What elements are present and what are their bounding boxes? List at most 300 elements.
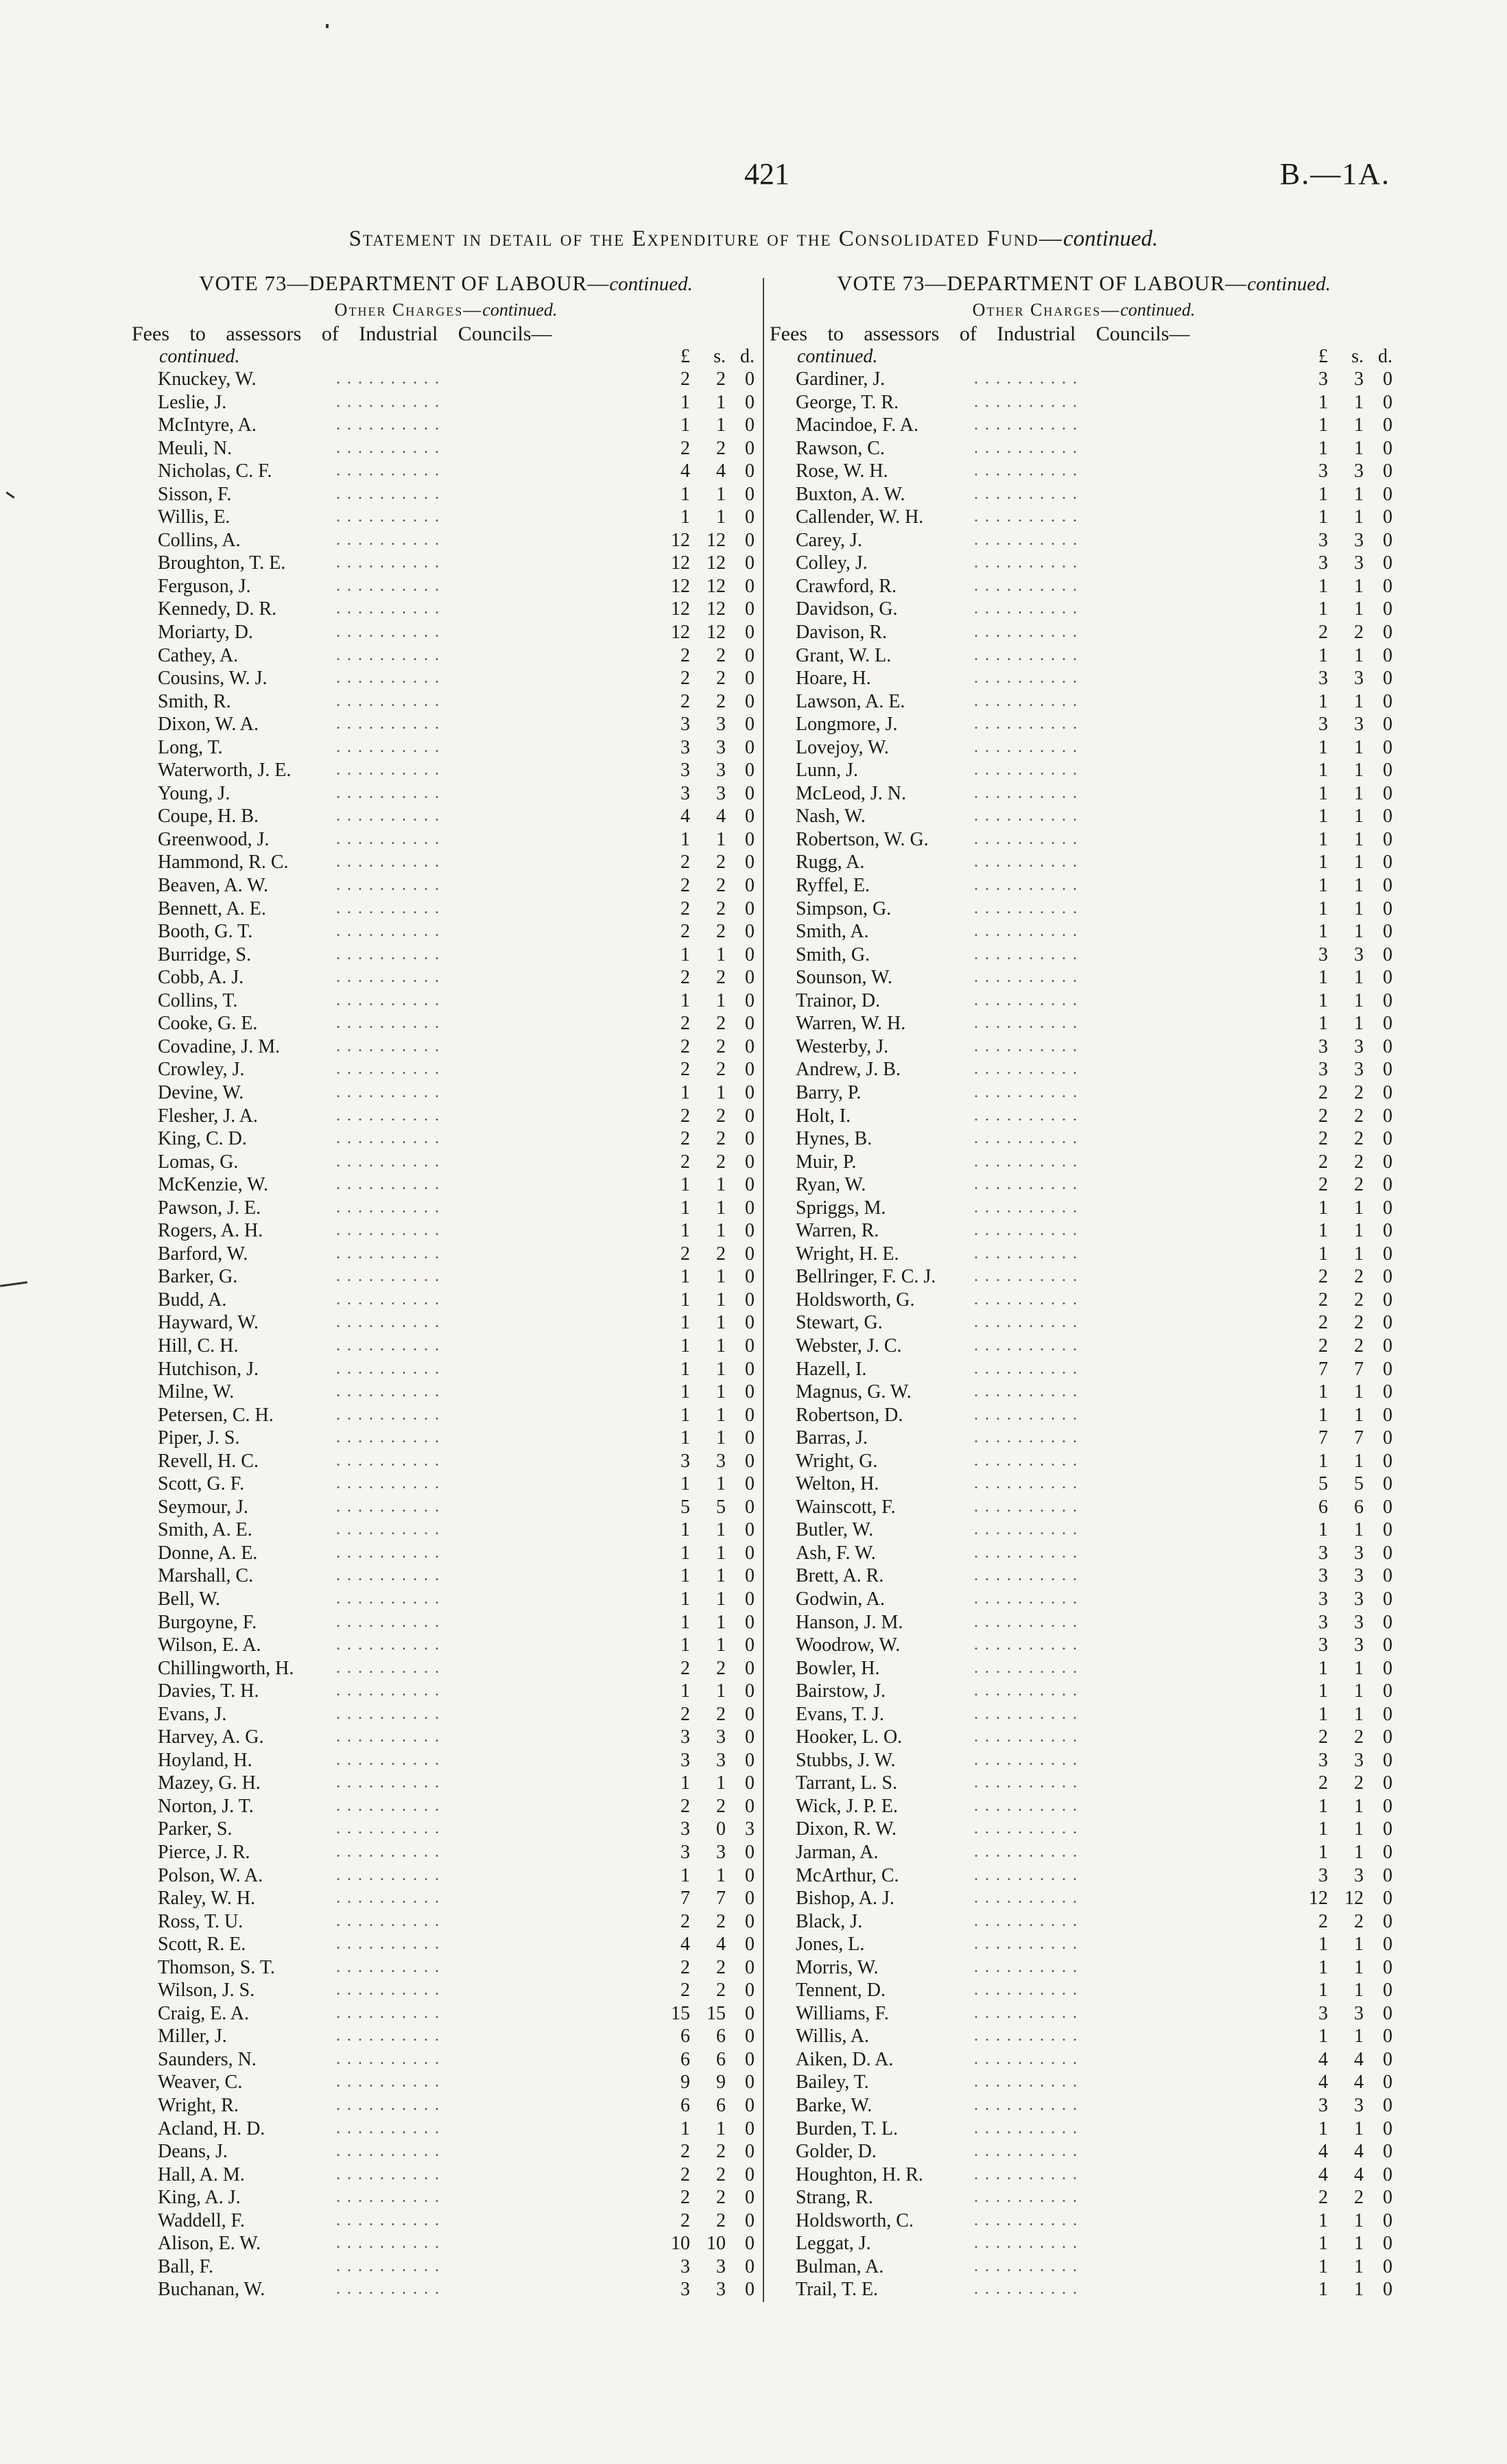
shillings-value: 6 xyxy=(1354,1496,1364,1518)
pence-value: 0 xyxy=(745,1220,755,1242)
vote-heading-text: VOTE 73—DEPARTMENT OF LABOUR— xyxy=(199,271,610,295)
leader-dots: . . . . . . . . . . xyxy=(336,784,440,802)
table-row xyxy=(137,2094,755,2117)
shillings-value: 2 xyxy=(1354,1772,1364,1794)
payee-name: Bailey, T. xyxy=(796,2072,869,2093)
shillings-value: 3 xyxy=(716,1450,726,1472)
payee-name: Barras, J. xyxy=(796,1427,868,1449)
leader-dots: . . . . . . . . . . xyxy=(974,2096,1078,2115)
shillings-value: 1 xyxy=(1354,1450,1364,1472)
leader-dots: . . . . . . . . . . xyxy=(336,1658,440,1677)
pence-value: 0 xyxy=(1383,1450,1392,1472)
payee-name: Hall, A. M. xyxy=(158,2163,245,2185)
payee-name: Ryan, W. xyxy=(796,1174,866,1196)
payee-name: Burgoyne, F. xyxy=(158,1611,257,1633)
leader-dots: . . . . . . . . . . xyxy=(336,1290,440,1309)
leader-dots: . . . . . . . . . . xyxy=(336,1866,440,1884)
pounds-value: 1 xyxy=(680,1864,690,1886)
pounds-value: 3 xyxy=(680,760,690,782)
page-number: 421 xyxy=(744,157,790,191)
pence-value: 0 xyxy=(1383,2233,1392,2255)
shillings-value: 1 xyxy=(1354,1381,1364,1403)
pounds-value: 1 xyxy=(680,1542,690,1564)
table-row xyxy=(137,1933,755,1956)
payee-name: Waterworth, J. E. xyxy=(158,760,292,782)
payee-name: Beaven, A. W. xyxy=(158,875,268,897)
pence-value: 0 xyxy=(1383,2209,1392,2231)
shillings-value: 1 xyxy=(1354,1956,1364,1978)
margin-mark xyxy=(326,24,329,28)
pence-value: 0 xyxy=(745,2002,755,2024)
pence-value: 0 xyxy=(745,1910,755,1932)
payee-name: Sisson, F. xyxy=(158,483,232,505)
pounds-value: 3 xyxy=(680,1818,690,1840)
pence-value: 0 xyxy=(745,1243,755,1265)
leader-dots: . . . . . . . . . . xyxy=(336,1106,440,1125)
table-row xyxy=(775,2232,1392,2255)
pounds-value: 3 xyxy=(1318,2095,1328,2117)
pounds-value: 1 xyxy=(1318,391,1328,413)
leader-dots: . . . . . . . . . . xyxy=(336,1198,440,1217)
pounds-value: 2 xyxy=(680,2163,690,2185)
table-row xyxy=(775,552,1392,575)
leader-dots: . . . . . . . . . . xyxy=(336,1451,440,1470)
table-row xyxy=(137,2278,755,2301)
leader-dots: . . . . . . . . . . xyxy=(974,1704,1078,1723)
shillings-value: 1 xyxy=(1354,1220,1364,1242)
pounds-value: 1 xyxy=(1318,1519,1328,1541)
leader-dots: . . . . . . . . . . xyxy=(974,876,1078,895)
shillings-header: s. xyxy=(713,346,726,367)
table-row xyxy=(137,2232,755,2255)
shillings-value: 12 xyxy=(707,622,726,644)
shillings-value: 1 xyxy=(1354,852,1364,873)
statement-title-continued: continued. xyxy=(1063,226,1159,251)
shillings-value: 1 xyxy=(1354,575,1364,597)
pounds-value: 4 xyxy=(680,806,690,828)
table-row xyxy=(137,391,755,414)
payee-name: Hayward, W. xyxy=(158,1312,259,1334)
shillings-value: 3 xyxy=(1354,1611,1364,1633)
table-row xyxy=(775,736,1392,760)
leader-dots: . . . . . . . . . . xyxy=(974,1037,1078,1055)
shillings-value: 1 xyxy=(716,1588,726,1610)
table-row xyxy=(137,621,755,644)
shillings-value: 1 xyxy=(1354,1795,1364,1817)
table-row xyxy=(775,2048,1392,2072)
pence-value: 0 xyxy=(745,1634,755,1656)
leader-dots: . . . . . . . . . . xyxy=(974,2280,1078,2299)
leader-dots: . . . . . . . . . . xyxy=(336,1359,440,1378)
shillings-value: 3 xyxy=(716,760,726,782)
table-row xyxy=(137,598,755,621)
payee-name: Smith, G. xyxy=(796,943,870,965)
shillings-value: 1 xyxy=(716,1197,726,1219)
shillings-value: 3 xyxy=(1354,368,1364,390)
payee-name: Pawson, J. E. xyxy=(158,1197,261,1219)
payee-name: Pierce, J. R. xyxy=(158,1842,250,1863)
payee-name: Thomson, S. T. xyxy=(158,1956,275,1978)
shillings-value: 2 xyxy=(716,1105,726,1127)
leader-dots: . . . . . . . . . . xyxy=(336,508,440,526)
shillings-value: 1 xyxy=(1354,506,1364,528)
leader-dots: . . . . . . . . . . xyxy=(974,1383,1078,1401)
payee-name: Smith, A. xyxy=(796,921,869,943)
shillings-value: 2 xyxy=(1354,1105,1364,1127)
pence-value: 0 xyxy=(1383,2095,1392,2117)
table-row xyxy=(775,414,1392,437)
leader-dots: . . . . . . . . . . xyxy=(974,991,1078,1009)
payee-name: Coupe, H. B. xyxy=(158,806,259,828)
payee-name: Norton, J. T. xyxy=(158,1795,254,1817)
payee-name: Stewart, G. xyxy=(796,1312,883,1334)
shillings-value: 12 xyxy=(707,552,726,574)
payee-name: Wainscott, F. xyxy=(796,1496,896,1518)
continued-label: continued. xyxy=(797,346,878,367)
table-row xyxy=(775,1588,1392,1611)
pence-value: 0 xyxy=(1383,575,1392,597)
leader-dots: . . . . . . . . . . xyxy=(974,1912,1078,1930)
shillings-value: 1 xyxy=(716,414,726,436)
column-divider xyxy=(763,278,764,2302)
pence-value: 0 xyxy=(745,2072,755,2093)
payee-name: Houghton, H. R. xyxy=(796,2163,923,2185)
leader-dots: . . . . . . . . . . xyxy=(974,462,1078,480)
payee-name: Westerby, J. xyxy=(796,1035,889,1057)
pounds-value: 9 xyxy=(680,2072,690,2093)
leader-dots: . . . . . . . . . . xyxy=(974,1567,1078,1585)
pounds-value: 1 xyxy=(680,943,690,965)
shillings-value: 3 xyxy=(1354,460,1364,482)
pence-value: 0 xyxy=(1383,1888,1392,1910)
payee-name: Nicholas, C. F. xyxy=(158,460,272,482)
pounds-value: 1 xyxy=(680,1588,690,1610)
pounds-value: 2 xyxy=(680,967,690,989)
payee-name: Burridge, S. xyxy=(158,943,252,965)
pence-value: 0 xyxy=(745,1519,755,1541)
table-row xyxy=(775,2002,1392,2026)
payee-name: Polson, W. A. xyxy=(158,1864,263,1886)
pounds-value: 1 xyxy=(1318,760,1328,782)
pence-value: 0 xyxy=(1383,1105,1392,1127)
leader-dots: . . . . . . . . . . xyxy=(336,2234,440,2253)
table-row xyxy=(775,1542,1392,1565)
leader-dots: . . . . . . . . . . xyxy=(336,922,440,941)
pounds-value: 3 xyxy=(1318,1588,1328,1610)
pounds-value: 1 xyxy=(1318,1842,1328,1863)
pounds-value: 2 xyxy=(1318,1266,1328,1288)
pounds-value: 1 xyxy=(1318,736,1328,758)
pounds-value: 1 xyxy=(1318,1680,1328,1702)
leader-dots: . . . . . . . . . . xyxy=(336,738,440,756)
table-row xyxy=(137,1289,755,1312)
table-row xyxy=(775,1496,1392,1519)
table-row xyxy=(137,1564,755,1588)
pounds-value: 2 xyxy=(680,644,690,666)
table-row xyxy=(137,805,755,828)
pence-value: 0 xyxy=(1383,1588,1392,1610)
shillings-value: 2 xyxy=(1354,2187,1364,2209)
shillings-value: 2 xyxy=(716,2209,726,2231)
leader-dots: . . . . . . . . . . xyxy=(974,1889,1078,1908)
shillings-value: 1 xyxy=(1354,2209,1364,2231)
table-row xyxy=(137,1450,755,1473)
payee-name: McIntyre, A. xyxy=(158,414,257,436)
pounds-value: 1 xyxy=(680,1335,690,1357)
pence-value: 0 xyxy=(1383,598,1392,620)
pence-value: 0 xyxy=(745,1657,755,1679)
payee-name: Ash, F. W. xyxy=(796,1542,876,1564)
shillings-value: 3 xyxy=(716,714,726,736)
leader-dots: . . . . . . . . . . xyxy=(336,530,440,549)
shillings-value: 2 xyxy=(716,2141,726,2163)
table-row xyxy=(775,1703,1392,1726)
payee-name: Bell, W. xyxy=(158,1588,221,1610)
leader-dots: . . . . . . . . . . xyxy=(336,1728,440,1746)
payee-name: Tarrant, L. S. xyxy=(796,1772,898,1794)
payee-name: Scott, R. E. xyxy=(158,1934,246,1956)
table-row xyxy=(137,1404,755,1427)
shillings-value: 1 xyxy=(1354,760,1364,782)
table-row xyxy=(137,1657,755,1680)
payee-name: Collins, T. xyxy=(158,989,238,1011)
leader-dots: . . . . . . . . . . xyxy=(974,784,1078,802)
shillings-value: 1 xyxy=(716,2117,726,2139)
shillings-value: 1 xyxy=(1354,1818,1364,1840)
payee-name: Jones, L. xyxy=(796,1934,865,1956)
shillings-value: 2 xyxy=(716,368,726,390)
payee-name: Seymour, J. xyxy=(158,1496,248,1518)
leader-dots: . . . . . . . . . . xyxy=(336,2165,440,2183)
pence-value: 0 xyxy=(745,2026,755,2048)
leader-dots: . . . . . . . . . . xyxy=(974,692,1078,710)
pounds-value: 2 xyxy=(680,437,690,459)
payee-name: Cousins, W. J. xyxy=(158,668,268,690)
pence-value: 0 xyxy=(1383,668,1392,690)
shillings-value: 1 xyxy=(716,1381,726,1403)
pence-value: 0 xyxy=(1383,1749,1392,1771)
shillings-value: 3 xyxy=(716,2279,726,2301)
pounds-value: 2 xyxy=(1318,1726,1328,1748)
pence-value: 0 xyxy=(745,736,755,758)
pence-value: 0 xyxy=(745,1795,755,1817)
payee-name: Nash, W. xyxy=(796,806,866,828)
leader-dots: . . . . . . . . . . xyxy=(974,1429,1078,1447)
payee-name: Webster, J. C. xyxy=(796,1335,902,1357)
pounds-value: 1 xyxy=(680,2117,690,2139)
pounds-value: 1 xyxy=(680,1680,690,1702)
pounds-value: 1 xyxy=(1318,875,1328,897)
pence-value: 0 xyxy=(745,1611,755,1633)
shillings-value: 2 xyxy=(716,2163,726,2185)
payee-name: Bennett, A. E. xyxy=(158,897,266,919)
table-row xyxy=(775,1634,1392,1657)
leader-dots: . . . . . . . . . . xyxy=(336,600,440,618)
table-row xyxy=(775,2117,1392,2141)
leader-dots: . . . . . . . . . . xyxy=(974,1843,1078,1861)
pence-value: 0 xyxy=(745,1128,755,1150)
payee-name: Hill, C. H. xyxy=(158,1335,239,1357)
pounds-value: 3 xyxy=(680,1450,690,1472)
shillings-value: 1 xyxy=(1354,1013,1364,1035)
shillings-value: 2 xyxy=(716,644,726,666)
pence-value: 0 xyxy=(745,1197,755,1219)
payee-name: Willis, E. xyxy=(158,506,230,528)
payee-name: Scott, G. F. xyxy=(158,1473,245,1495)
pence-value: 0 xyxy=(745,1013,755,1035)
payee-name: Williams, F. xyxy=(796,2002,889,2024)
pounds-value: 1 xyxy=(1318,1703,1328,1725)
shillings-value: 1 xyxy=(716,1542,726,1564)
table-row xyxy=(775,621,1392,644)
payee-name: Miller, J. xyxy=(158,2026,227,2048)
payee-name: Harvey, A. G. xyxy=(158,1726,264,1748)
pence-value: 0 xyxy=(745,1174,755,1196)
shillings-value: 7 xyxy=(1354,1358,1364,1380)
pence-value: 0 xyxy=(1383,483,1392,505)
table-row xyxy=(137,1012,755,1035)
shillings-value: 3 xyxy=(1354,1542,1364,1564)
table-row xyxy=(137,851,755,874)
shillings-value: 1 xyxy=(1354,1243,1364,1265)
payee-name: McKenzie, W. xyxy=(158,1174,268,1196)
pence-value: 0 xyxy=(1383,1289,1392,1311)
pence-value: 0 xyxy=(1383,1496,1392,1518)
shillings-value: 1 xyxy=(716,989,726,1011)
shillings-value: 1 xyxy=(716,1519,726,1541)
shillings-value: 1 xyxy=(1354,897,1364,919)
shillings-value: 1 xyxy=(716,1312,726,1334)
shillings-value: 2 xyxy=(1354,1910,1364,1932)
table-row xyxy=(137,644,755,668)
pounds-value: 2 xyxy=(680,1035,690,1057)
pounds-value: 1 xyxy=(1318,2255,1328,2277)
table-row xyxy=(137,2117,755,2141)
shillings-value: 2 xyxy=(716,921,726,943)
pence-value: 0 xyxy=(1383,1634,1392,1656)
pounds-value: 2 xyxy=(1318,1174,1328,1196)
leader-dots: . . . . . . . . . . xyxy=(974,1521,1078,1539)
pounds-value: 2 xyxy=(680,1243,690,1265)
leader-dots: . . . . . . . . . . xyxy=(336,1313,440,1332)
pence-value: 0 xyxy=(1383,921,1392,943)
shillings-value: 3 xyxy=(716,782,726,804)
leader-dots: . . . . . . . . . . xyxy=(974,1221,1078,1240)
shillings-value: 1 xyxy=(716,506,726,528)
pence-value: 0 xyxy=(1383,368,1392,390)
leader-dots: . . . . . . . . . . xyxy=(974,392,1078,411)
leader-dots: . . . . . . . . . . xyxy=(336,1774,440,1792)
shillings-value: 1 xyxy=(716,1266,726,1288)
pounds-value: 15 xyxy=(671,2002,690,2024)
leader-dots: . . . . . . . . . . xyxy=(974,2211,1078,2229)
payee-name: Hanson, J. M. xyxy=(796,1611,903,1633)
payee-name: Hutchison, J. xyxy=(158,1358,259,1380)
shillings-value: 1 xyxy=(1354,828,1364,850)
table-row xyxy=(137,529,755,552)
payee-list xyxy=(775,368,1392,2301)
pounds-value: 1 xyxy=(1318,644,1328,666)
leader-dots: . . . . . . . . . . xyxy=(336,1129,440,1148)
pounds-value: 12 xyxy=(671,598,690,620)
leader-dots: . . . . . . . . . . xyxy=(974,1152,1078,1171)
payee-name: Knuckey, W. xyxy=(158,368,257,390)
table-row xyxy=(775,874,1392,897)
shillings-value: 3 xyxy=(716,1842,726,1863)
pounds-value: 3 xyxy=(680,782,690,804)
shillings-value: 2 xyxy=(716,875,726,897)
payee-name: Leslie, J. xyxy=(158,391,227,413)
pence-value: 0 xyxy=(1383,1151,1392,1173)
pence-value: 0 xyxy=(745,1266,755,1288)
table-row xyxy=(137,1611,755,1634)
table-row xyxy=(137,1887,755,1910)
pounds-value: 1 xyxy=(680,483,690,505)
column-header-row xyxy=(137,346,755,368)
pounds-value: 6 xyxy=(680,2048,690,2070)
table-row xyxy=(137,2025,755,2048)
pence-value: 0 xyxy=(745,943,755,965)
payee-name: Burden, T. L. xyxy=(796,2117,899,2139)
shillings-value: 1 xyxy=(716,1335,726,1357)
leader-dots: . . . . . . . . . . xyxy=(336,807,440,825)
pounds-value: 2 xyxy=(680,1956,690,1978)
table-row xyxy=(775,598,1392,621)
pence-value: 0 xyxy=(1383,529,1392,551)
pounds-value: 3 xyxy=(1318,943,1328,965)
shillings-value: 2 xyxy=(716,967,726,989)
payee-name: Smith, A. E. xyxy=(158,1519,252,1541)
page-header xyxy=(0,156,1507,204)
table-row xyxy=(137,1058,755,1081)
payee-name: Ryffel, E. xyxy=(796,875,870,897)
table-row xyxy=(775,1035,1392,1059)
shillings-value: 1 xyxy=(1354,1842,1364,1863)
leader-dots: . . . . . . . . . . xyxy=(974,1060,1078,1079)
pence-value: 0 xyxy=(745,690,755,712)
leader-dots: . . . . . . . . . . xyxy=(974,416,1078,434)
shillings-value: 2 xyxy=(716,1035,726,1057)
pence-value: 0 xyxy=(1383,1910,1392,1932)
shillings-value: 2 xyxy=(716,668,726,690)
table-row xyxy=(137,1726,755,1749)
table-row xyxy=(137,897,755,921)
pounds-value: 2 xyxy=(1318,1105,1328,1127)
pence-value: 0 xyxy=(1383,1772,1392,1794)
other-charges-continued: continued. xyxy=(1120,300,1196,320)
table-row xyxy=(137,1703,755,1726)
pounds-value: 1 xyxy=(680,1220,690,1242)
pence-value: 0 xyxy=(745,2095,755,2117)
shillings-value: 3 xyxy=(1354,1059,1364,1081)
pence-value: 0 xyxy=(745,1059,755,1081)
table-row xyxy=(775,1795,1392,1818)
payee-name: Tennent, D. xyxy=(796,1980,886,2002)
payee-name: Acland, H. D. xyxy=(158,2117,265,2139)
shillings-value: 4 xyxy=(1354,2163,1364,2185)
pounds-value: 1 xyxy=(1318,828,1328,850)
table-row xyxy=(775,1979,1392,2002)
payee-name: Greenwood, J. xyxy=(158,828,270,850)
table-row xyxy=(137,2071,755,2094)
shillings-value: 2 xyxy=(716,690,726,712)
leader-dots: . . . . . . . . . . xyxy=(336,1935,440,1953)
table-row xyxy=(137,1749,755,1772)
pence-value: 0 xyxy=(745,852,755,873)
table-row xyxy=(137,2186,755,2209)
shillings-value: 7 xyxy=(1354,1427,1364,1449)
pounds-value: 3 xyxy=(1318,2002,1328,2024)
